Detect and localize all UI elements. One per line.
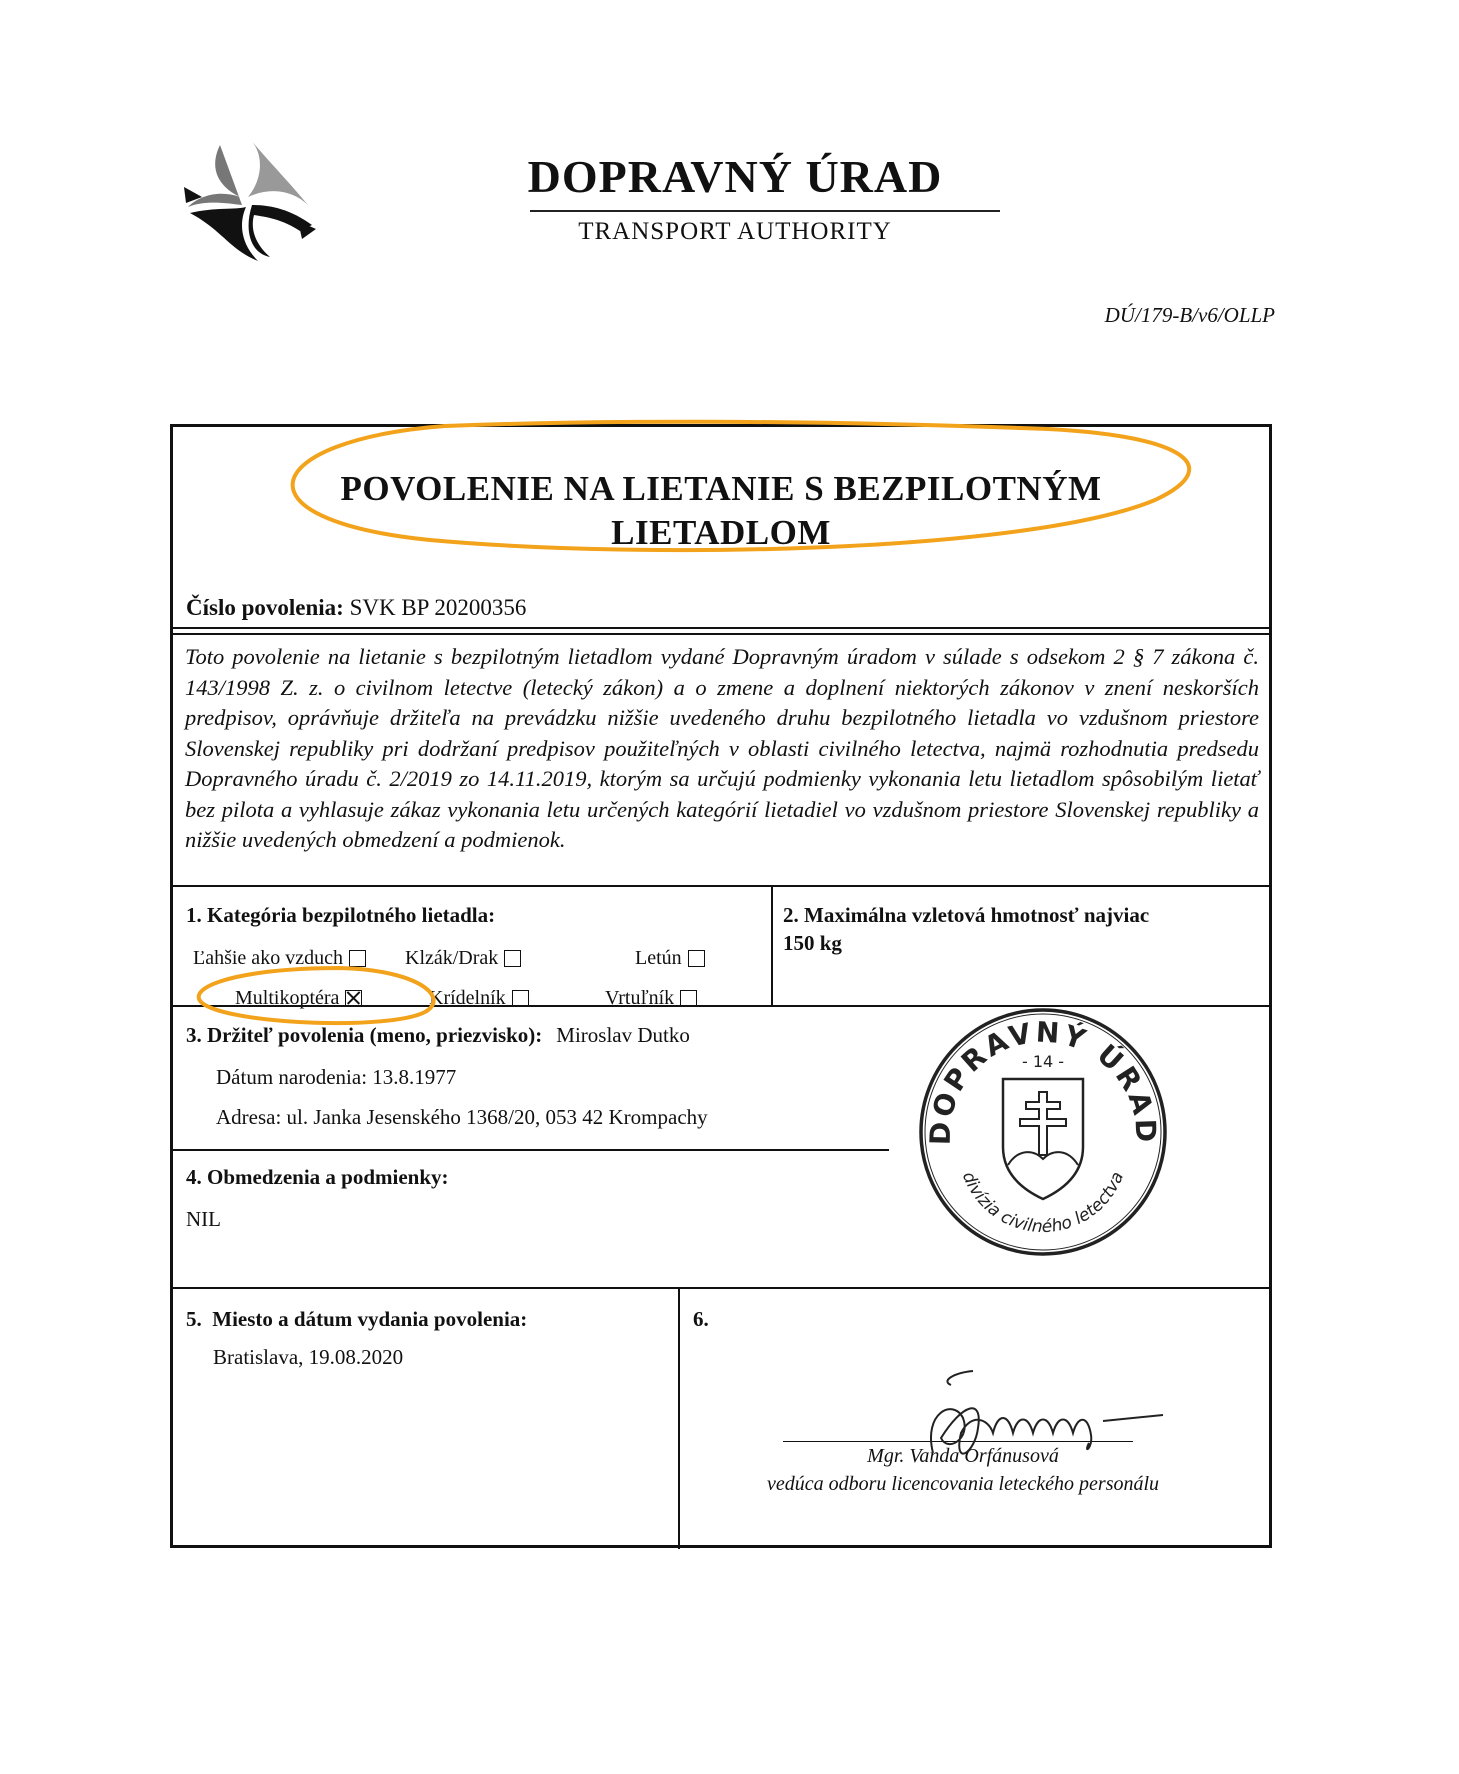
handwritten-signature xyxy=(853,1343,1193,1473)
holder-dob: Dátum narodenia: 13.8.1977 xyxy=(216,1065,457,1089)
divider xyxy=(771,885,773,1005)
org-divider xyxy=(530,210,1000,212)
section6-label: 6. xyxy=(693,1307,709,1331)
permit-title-line2: LIETADLOM xyxy=(611,513,831,552)
org-name: DOPRAVNÝ ÚRAD xyxy=(527,151,943,202)
signatory-role: vedúca odboru licencovania leteckého personálu xyxy=(766,1473,1160,1495)
stamp-number: - 14 - xyxy=(1021,1052,1065,1071)
holder-line xyxy=(186,1023,690,1048)
permit-title xyxy=(173,467,1269,555)
permit-form xyxy=(170,424,1272,1548)
official-stamp xyxy=(908,997,1178,1267)
stamp-bottom-text: divízia civilného letectva xyxy=(957,1169,1129,1238)
section2-label: 2. Maximálna vzletová hmotnosť najviac xyxy=(783,903,1150,927)
section5-value: Bratislava, 19.08.2020 xyxy=(213,1345,404,1369)
option-label: Ľahšie ako vzduch xyxy=(193,947,343,969)
checkbox-lighter-than-air[interactable] xyxy=(349,950,366,967)
signatory-name: Mgr. Vanda Orfánusová xyxy=(867,1445,1059,1467)
transport-authority-logo xyxy=(180,135,320,265)
option-label: Krídelník xyxy=(429,987,506,1009)
checkbox-airplane[interactable] xyxy=(688,950,705,967)
option-label: Letún xyxy=(635,947,682,969)
option-lighter-than-air[interactable] xyxy=(193,947,366,970)
coat-of-arms-shield xyxy=(1003,1079,1083,1199)
option-airplane[interactable] xyxy=(635,947,705,970)
permit-number-value: SVK BP 20200356 xyxy=(349,595,527,620)
document-code: DÚ/179-B/v6/OLLP xyxy=(1104,303,1275,327)
divider xyxy=(173,1149,889,1151)
holder-address: Adresa: ul. Janka Jesenského 1368/20, 053 42 Krompachy xyxy=(216,1105,708,1129)
holder-name: Miroslav Dutko xyxy=(556,1023,690,1047)
option-label: Vrtuľník xyxy=(605,987,675,1009)
section4-label: 4. Obmedzenia a podmienky: xyxy=(186,1165,449,1189)
permit-number-label: Číslo povolenia: xyxy=(186,595,344,620)
checkbox-glider-kite[interactable] xyxy=(504,950,521,967)
option-label: Klzák/Drak xyxy=(405,947,499,969)
divider xyxy=(678,1287,680,1549)
option-glider-kite[interactable] xyxy=(405,947,521,970)
section5-label: 5. Miesto a dátum vydania povolenia: xyxy=(186,1307,528,1331)
org-subtitle: TRANSPORT AUTHORITY xyxy=(578,218,892,245)
stamp-top-text: DOPRAVNÝ ÚRAD xyxy=(923,1015,1163,1146)
section3-label: 3. Držiteľ povolenia (meno, priezvisko): xyxy=(186,1023,543,1047)
divider xyxy=(173,633,1269,635)
section4-value: NIL xyxy=(186,1207,221,1231)
permit-title-line1: POVOLENIE NA LIETANIE S BEZPILOTNÝM xyxy=(340,469,1102,508)
divider xyxy=(173,885,1269,887)
option-label: Multikoptéra xyxy=(235,987,340,1009)
double-cross-icon xyxy=(1020,1092,1066,1155)
section2-value: 150 kg xyxy=(783,931,842,955)
permit-intro-text: Toto povolenie na lietanie s bezpilotným lietadlom vydané Dopravným úradom v súlade s odsekom 2 § 7 zákona č. 143/1998 Z. z. o civilnom letectve (letecký zákon) a o zmene a doplnení niektorých zákonov v znení neskorších predpisov, oprávňuje držiteľa na prevádzku nižšie uvedeného druhu bezpilotného lietadla vo vzdušnom priestore Slovenskej republiky pri dodržaní predpisov použiteľných v oblasti civilného letectva, najmä rozhodnutia predsedu Dopravného úradu č. 2/2019 zo 14.11.2019, ktorým sa určujú podmienky vykonania letu lietadlom spôsobilým lietať bez pilota a vyhlasuje zákaz vykonania letu určených kategórií lietadiel vo vzdušnom priestore Slovenskej republiky a nižšie uvedených obmedzení a podmienok. xyxy=(185,644,1259,852)
permit-number xyxy=(186,595,526,621)
divider xyxy=(173,1287,1269,1289)
divider xyxy=(173,627,1269,629)
section1-label: 1. Kategória bezpilotného lietadla: xyxy=(186,903,496,927)
